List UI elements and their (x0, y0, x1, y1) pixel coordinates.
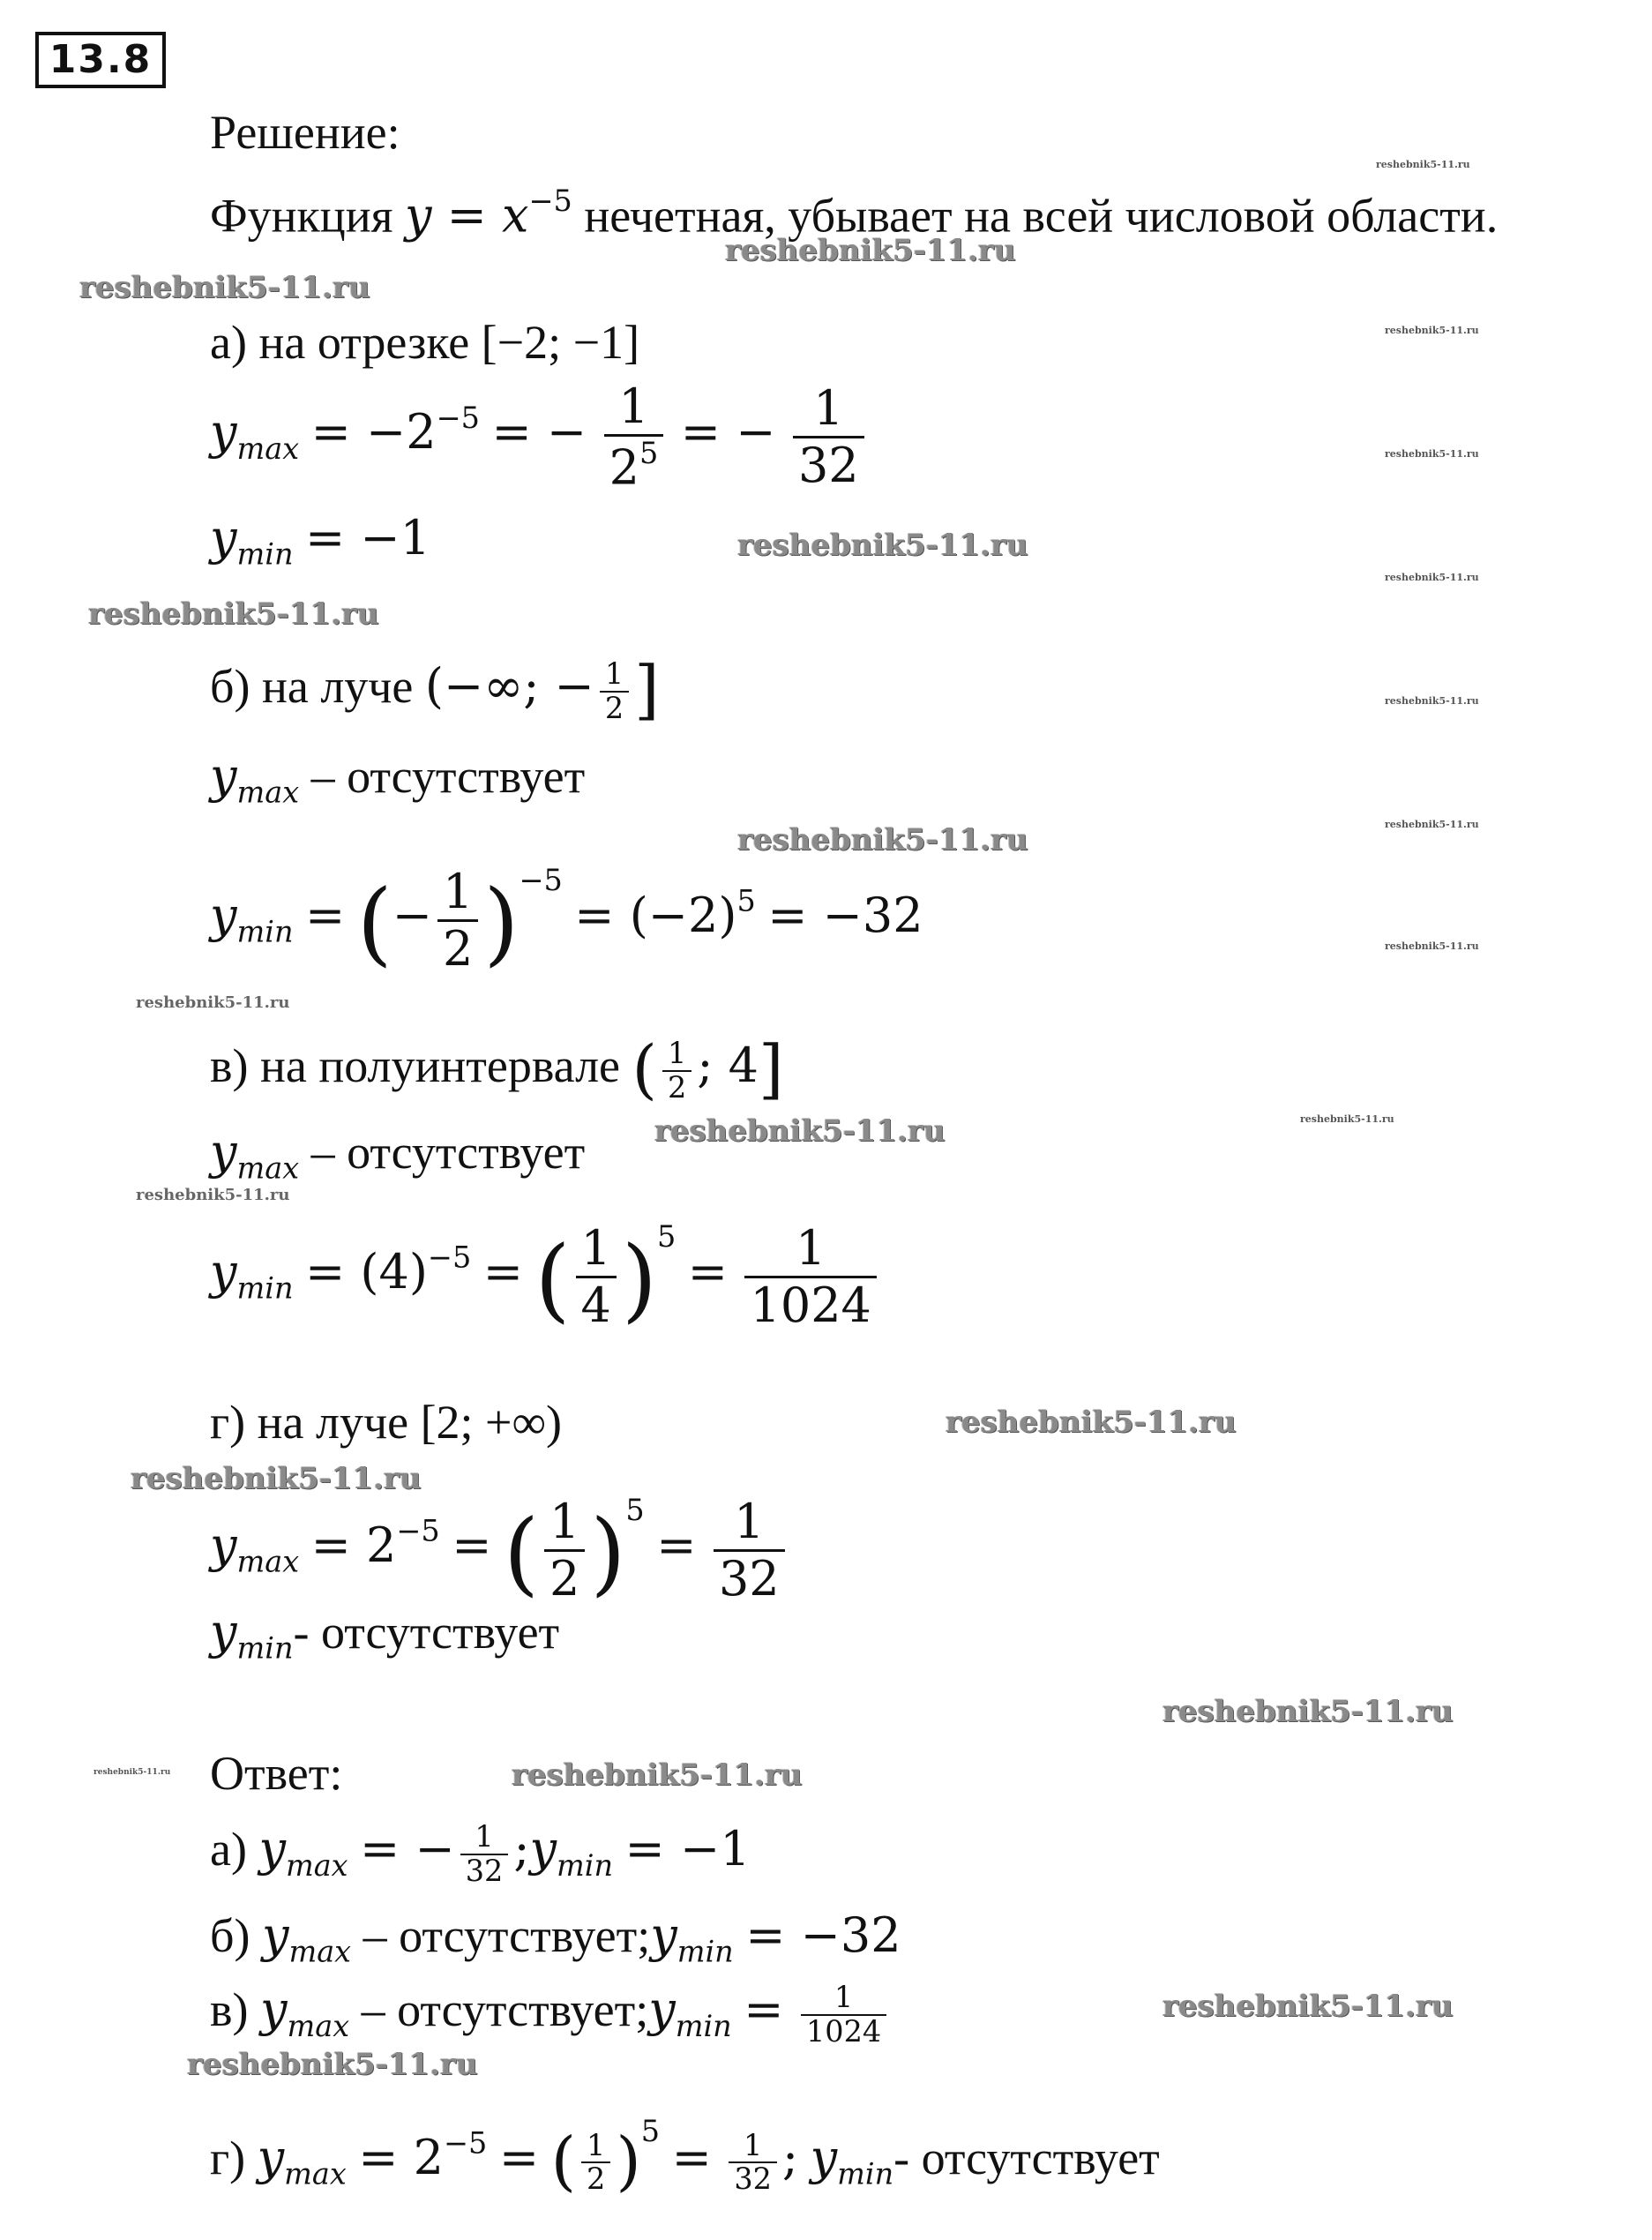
answer-c (210, 1982, 892, 2055)
watermark: reshebnik5-11.ru (88, 596, 379, 632)
ymin-sub: min (837, 2156, 894, 2191)
answer-a-sep: ; (513, 1821, 530, 1877)
part-c-ymin (210, 1209, 882, 1333)
fraction (581, 2127, 610, 2197)
answer-d-exp: −5 (444, 2125, 488, 2161)
ymin-var: y (210, 510, 237, 566)
answer-d-eq1: = 2 (358, 2129, 445, 2185)
part-b-prefix: б) на луче (210, 660, 414, 714)
fraction-numerator: 1 (443, 863, 474, 919)
ymax-exp: −5 (396, 1513, 440, 1548)
fraction (729, 2127, 777, 2197)
part-a-ymin (210, 510, 430, 583)
watermark: reshebnik5-11.ru (1162, 1989, 1454, 2024)
watermark: reshebnik5-11.ru (1300, 1113, 1394, 1125)
intro-exponent: −5 (528, 184, 572, 218)
fraction-denominator: 2 (544, 1549, 585, 1607)
watermark: reshebnik5-11.ru (136, 1186, 290, 1204)
ymax-absent-text: – отсутствует (310, 750, 586, 803)
ymin-eq1: = (305, 887, 346, 943)
ymax-var: y (259, 1982, 288, 2038)
ymax-exp2: 5 (625, 1493, 645, 1527)
ymin-var: y (648, 1982, 676, 2038)
watermark: reshebnik5-11.ru (1162, 1694, 1454, 1729)
part-b-heading (210, 653, 660, 729)
fraction (744, 1221, 876, 1333)
fraction-numerator: 1 (743, 2127, 763, 2162)
part-d-ymax (210, 1482, 790, 1607)
ymax-var: y (210, 748, 237, 804)
ymin-exp: −5 (519, 863, 563, 897)
ymin-sub: min (675, 2008, 732, 2043)
fraction (576, 1221, 617, 1333)
fraction (604, 379, 664, 496)
watermark: reshebnik5-11.ru (737, 822, 1028, 858)
ymin-eq3: = (687, 1243, 728, 1300)
fraction-denominator: 1024 (744, 1276, 876, 1333)
watermark: reshebnik5-11.ru (737, 528, 1028, 563)
ymax-exp: −5 (436, 400, 480, 435)
watermark: reshebnik5-11.ru (1385, 819, 1479, 830)
fraction-denominator: 32 (729, 2161, 777, 2196)
watermark: reshebnik5-11.ru (725, 233, 1016, 268)
part-c-prefix: в) на полуинтервале (210, 1039, 620, 1093)
ymin-eq3: = −32 (767, 887, 923, 943)
fraction-denominator: 2 (437, 919, 478, 977)
right-paren: ) (621, 1227, 657, 1333)
ymax-var: y (210, 1517, 237, 1573)
ymax-sub: max (236, 1544, 300, 1579)
answer-d (210, 2103, 1160, 2203)
answer-c-text: – отсутствует; (361, 1983, 649, 2037)
part-b-ymin (210, 852, 923, 977)
ymin-eq2: = (482, 1243, 524, 1300)
watermark: reshebnik5-11.ru (187, 2047, 478, 2082)
ymax-sub: max (236, 431, 300, 466)
ymin-eq: = −1 (305, 510, 431, 566)
fraction-numerator: 1 (580, 1219, 611, 1276)
answer-b-eq: = −32 (745, 1907, 901, 1963)
ymax-var: y (261, 1907, 289, 1963)
watermark: reshebnik5-11.ru (1385, 940, 1479, 952)
fraction-numerator: 1 (604, 656, 624, 691)
left-paren: ( (632, 1032, 657, 1108)
ymin-exp: −5 (427, 1240, 472, 1275)
ymin-sub: min (676, 1934, 734, 1969)
ymax-eq1: = 2 (310, 1517, 397, 1573)
ymin-var: y (210, 1604, 237, 1659)
watermark: reshebnik5-11.ru (79, 270, 370, 305)
watermark: reshebnik5-11.ru (1385, 572, 1479, 583)
ymax-sub: max (236, 775, 300, 810)
ymax-var: y (210, 404, 237, 461)
ymin-sub: min (236, 536, 294, 572)
fraction-numerator: 1 (734, 1493, 765, 1549)
watermark: reshebnik5-11.ru (1385, 448, 1479, 460)
intro-prefix: Функция (210, 189, 393, 243)
answer-a (210, 1821, 751, 1894)
ymax-var: y (257, 2129, 285, 2185)
fraction (460, 1821, 509, 1888)
ymin-sub: min (236, 1270, 294, 1306)
fraction-denominator: 2 (600, 691, 629, 725)
ymax-sub: max (285, 1847, 348, 1883)
answer-a-prefix: а) (210, 1823, 247, 1877)
fraction-denominator: 32 (714, 1549, 785, 1607)
ymin-sub: min (236, 1630, 294, 1666)
fraction (793, 381, 864, 493)
watermark: reshebnik5-11.ru (946, 1405, 1237, 1440)
ymin-sub: min (236, 914, 294, 949)
ymin-var: y (650, 1907, 677, 1963)
answer-b (210, 1907, 901, 1981)
ymax-sub: max (287, 2008, 350, 2043)
fraction-denominator: 2 (662, 1070, 691, 1105)
fraction (714, 1495, 785, 1607)
solution-label: Решение: (210, 106, 400, 159)
ymin-var: y (529, 1821, 557, 1877)
fraction (437, 865, 478, 977)
answer-d-ymin-text: - отсутствует (893, 2131, 1160, 2184)
left-paren: ( (503, 1501, 539, 1607)
right-paren: ) (590, 1501, 626, 1607)
left-paren: ( (534, 1227, 571, 1333)
ymin-exp2: 5 (656, 1219, 676, 1254)
interval-left: (−∞; − (424, 658, 594, 715)
fraction (544, 1495, 585, 1607)
ymin-eq1: = (4) (305, 1243, 428, 1300)
fraction-numerator: 1 (667, 1036, 687, 1070)
fraction-numerator: 1 (587, 2127, 606, 2162)
ymax-sub: max (236, 1150, 300, 1186)
watermark: reshebnik5-11.ru (136, 993, 290, 1012)
den-base: 2 (609, 439, 639, 496)
interval-right: ] (634, 653, 660, 729)
answer-a-eq1: = − (360, 1821, 455, 1877)
interval-rest: ; 4 (697, 1038, 759, 1094)
fraction-numerator: 1 (618, 378, 649, 434)
right-bracket: ] (758, 1032, 784, 1108)
fraction-denominator: 32 (793, 436, 864, 493)
ymax-eq3: = − (680, 404, 776, 461)
answer-label: Ответ: (210, 1747, 343, 1800)
ymin-var: y (210, 1243, 237, 1300)
fraction-numerator: 1 (475, 1819, 494, 1854)
watermark: reshebnik5-11.ru (512, 1757, 803, 1793)
answer-d-sep: ; (781, 2129, 799, 2185)
watermark: reshebnik5-11.ru (1385, 325, 1479, 336)
fraction-denominator: 1024 (801, 2014, 886, 2049)
part-c-heading (210, 1032, 784, 1108)
left-paren: ( (356, 871, 392, 977)
fraction-numerator: 1 (796, 1219, 826, 1276)
den-exp: 5 (639, 436, 659, 471)
ymax-var: y (210, 1124, 237, 1180)
intro-suffix: нечетная, убывает на всей числовой области. (584, 189, 1499, 243)
ymin-absent-text: - отсутствует (293, 1606, 560, 1659)
left-paren: ( (550, 2124, 577, 2199)
fraction-numerator: 1 (813, 380, 844, 437)
ymax-eq2: = − (491, 404, 587, 461)
right-paren: ) (616, 2124, 641, 2199)
fraction-denominator (604, 434, 664, 496)
fraction-denominator: 4 (576, 1276, 617, 1333)
ymax-var: y (258, 1821, 286, 1877)
answer-d-exp2: 5 (640, 2114, 661, 2148)
part-d-ymin (210, 1604, 559, 1677)
part-a-heading: а) на отрезке [−2; −1] (210, 316, 640, 369)
ymin-exp2: 5 (736, 883, 756, 918)
fraction-numerator: 1 (549, 1493, 580, 1549)
fraction-denominator: 2 (581, 2161, 610, 2196)
fraction (662, 1038, 691, 1105)
answer-c-prefix: в) (210, 1983, 249, 2037)
right-paren: ) (483, 871, 520, 977)
fraction-denominator: 32 (460, 1854, 509, 1888)
watermark: reshebnik5-11.ru (131, 1461, 422, 1496)
ymin-eq2: = (−2) (574, 887, 737, 943)
answer-d-eq3: = (671, 2129, 712, 2185)
answer-b-text: – отсутствует; (363, 1909, 651, 1962)
answer-a-eq2: = −1 (624, 1821, 751, 1877)
ymax-eq3: = (656, 1517, 697, 1573)
intro-formula: y = x (404, 187, 529, 243)
ymin-var: y (210, 887, 237, 943)
ymax-sub: max (288, 1934, 352, 1969)
watermark: reshebnik5-11.ru (1376, 159, 1470, 170)
answer-b-prefix: б) (210, 1909, 250, 1962)
ymax-sub: max (284, 2156, 347, 2191)
fraction (801, 1982, 886, 2049)
fraction (600, 658, 629, 725)
minus-sign: − (392, 887, 433, 943)
answer-d-eq2: = (498, 2129, 540, 2185)
ymax-absent-text: – отсутствует (310, 1126, 586, 1179)
part-a-ymax (210, 379, 870, 496)
ymin-sub: min (557, 1847, 614, 1883)
watermark: reshebnik5-11.ru (1385, 695, 1479, 707)
answer-d-prefix: г) (210, 2131, 246, 2184)
part-d-heading: г) на луче [2; +∞) (210, 1396, 562, 1449)
ymax-eq2: = (452, 1517, 492, 1573)
fraction-numerator: 1 (833, 1980, 854, 2014)
watermark: reshebnik5-11.ru (654, 1113, 946, 1149)
ymin-var: y (810, 2129, 838, 2185)
problem-number: 13.8 (35, 32, 166, 88)
watermark: reshebnik5-11.ru (93, 1768, 171, 1777)
answer-c-eq: = (744, 1982, 784, 2038)
ymax-eq1: = −2 (310, 404, 437, 461)
part-b-ymax (210, 748, 585, 821)
